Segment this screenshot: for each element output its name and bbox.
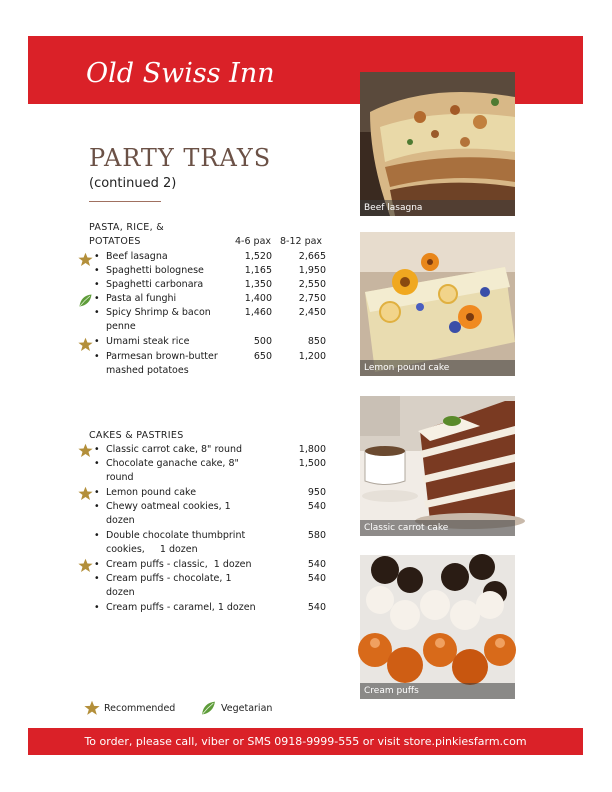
recommended-star-icon [78,337,93,352]
price-4-6-pax: 1,460 [244,307,272,318]
photo-classic-carrot-cake [360,396,515,536]
recommended-star-icon [78,443,93,458]
price-8-12-pax: 2,450 [298,307,326,318]
page-subtitle: (continued 2) [89,176,177,191]
brand-logo [84,44,275,96]
section-heading-pasta [89,221,164,248]
section-heading-line: PASTA, RICE, & [89,222,164,233]
item-price: 540 [307,602,326,613]
column-header-8-12-pax: 8-12 pax [280,236,323,247]
item-name: Classic carrot cake, 8" round [106,444,243,455]
menu-item: • Chocolate ganache cake, 8" round 1,500 [94,458,326,483]
menu-item: • Chewy oatmeal cookies, 1 dozen 540 [94,501,326,526]
item-name: Lemon pound cake [106,487,197,498]
photo-lemon-pound-cake [360,232,515,376]
item-price: 580 [307,530,326,541]
item-name: Parmesan brown-butter [106,351,218,362]
item-name-continued: dozen [106,587,135,598]
item-name-continued: round [106,472,134,483]
item-name: Spicy Shrimp & bacon [106,307,211,318]
price-8-12-pax: 1,950 [298,265,326,276]
price-8-12-pax: 2,665 [298,251,326,262]
price-8-12-pax: 850 [307,336,326,347]
item-name-continued: dozen [106,515,135,526]
price-4-6-pax: 1,350 [244,279,272,290]
recommended-star-icon [78,558,93,573]
item-price: 540 [307,573,326,584]
column-header-4-6-pax: 4-6 pax [235,236,272,247]
menu-item: • Spicy Shrimp & bacon penne 1,460 2,450 [94,307,326,332]
legend-recommended: Recommended [104,703,176,714]
menu-item: • Parmesan brown-butter mashed potatoes 650 1,200 [94,351,326,376]
item-name: Chocolate ganache cake, 8" [106,458,239,469]
page-title: PARTY TRAYS [89,144,272,172]
photo-beef-lasagna [360,72,515,216]
item-name-continued: cookies, 1 dozen [106,544,198,555]
item-price: 1,500 [298,458,326,469]
menu-item: • Cream puffs - chocolate, 1 dozen 540 [94,573,326,598]
photo-cream-puffs [360,555,515,699]
title-divider [89,201,161,202]
item-name-continued: mashed potatoes [106,365,189,376]
photo-caption: Beef lasagna [360,200,515,216]
svg-text:Old Swiss Inn: Old Swiss Inn [86,58,275,89]
item-name: Spaghetti carbonara [106,279,204,290]
item-name: Chewy oatmeal cookies, 1 [106,501,231,512]
item-name: Cream puffs - caramel, 1 dozen [106,602,256,613]
price-4-6-pax: 1,520 [244,251,272,262]
price-8-12-pax: 2,750 [298,293,326,304]
item-name: Cream puffs - chocolate, 1 [106,573,232,584]
item-name: Cream puffs - classic, 1 dozen [106,559,252,570]
item-price: 540 [307,559,326,570]
item-name: Beef lasagna [106,251,168,262]
price-4-6-pax: 500 [253,336,272,347]
price-4-6-pax: 1,400 [244,293,272,304]
item-price: 950 [307,487,326,498]
section-heading-cakes: CAKES & PASTRIES [89,430,184,441]
footer-order-info: To order, please call, viber or SMS 0918-9999-555 or visit store.pinkiesfarm.com [28,728,583,755]
item-price: 1,800 [298,444,326,455]
photo-caption: Cream puffs [360,683,515,699]
item-price: 540 [307,501,326,512]
photo-caption: Classic carrot cake [360,520,515,536]
vegetarian-leaf-icon [78,293,93,308]
price-8-12-pax: 2,550 [298,279,326,290]
item-name-continued: penne [106,321,136,332]
price-4-6-pax: 650 [253,351,272,362]
item-name: Double chocolate thumbprint [106,530,246,541]
photo-caption: Lemon pound cake [360,360,515,376]
recommended-star-icon [78,486,93,501]
price-8-12-pax: 1,200 [298,351,326,362]
vegetarian-leaf-icon [200,700,217,716]
price-4-6-pax: 1,165 [244,265,272,276]
recommended-star-icon [78,252,93,267]
item-name: Spaghetti bolognese [106,265,204,276]
menu-item: • Double chocolate thumbprint cookies, 1 dozen 580 [94,530,326,555]
legend-vegetarian: Vegetarian [221,703,273,714]
item-name: Umami steak rice [106,336,190,347]
section-heading-line: POTATOES [89,235,141,247]
recommended-star-icon [84,700,100,716]
item-name: Pasta al funghi [106,293,177,304]
